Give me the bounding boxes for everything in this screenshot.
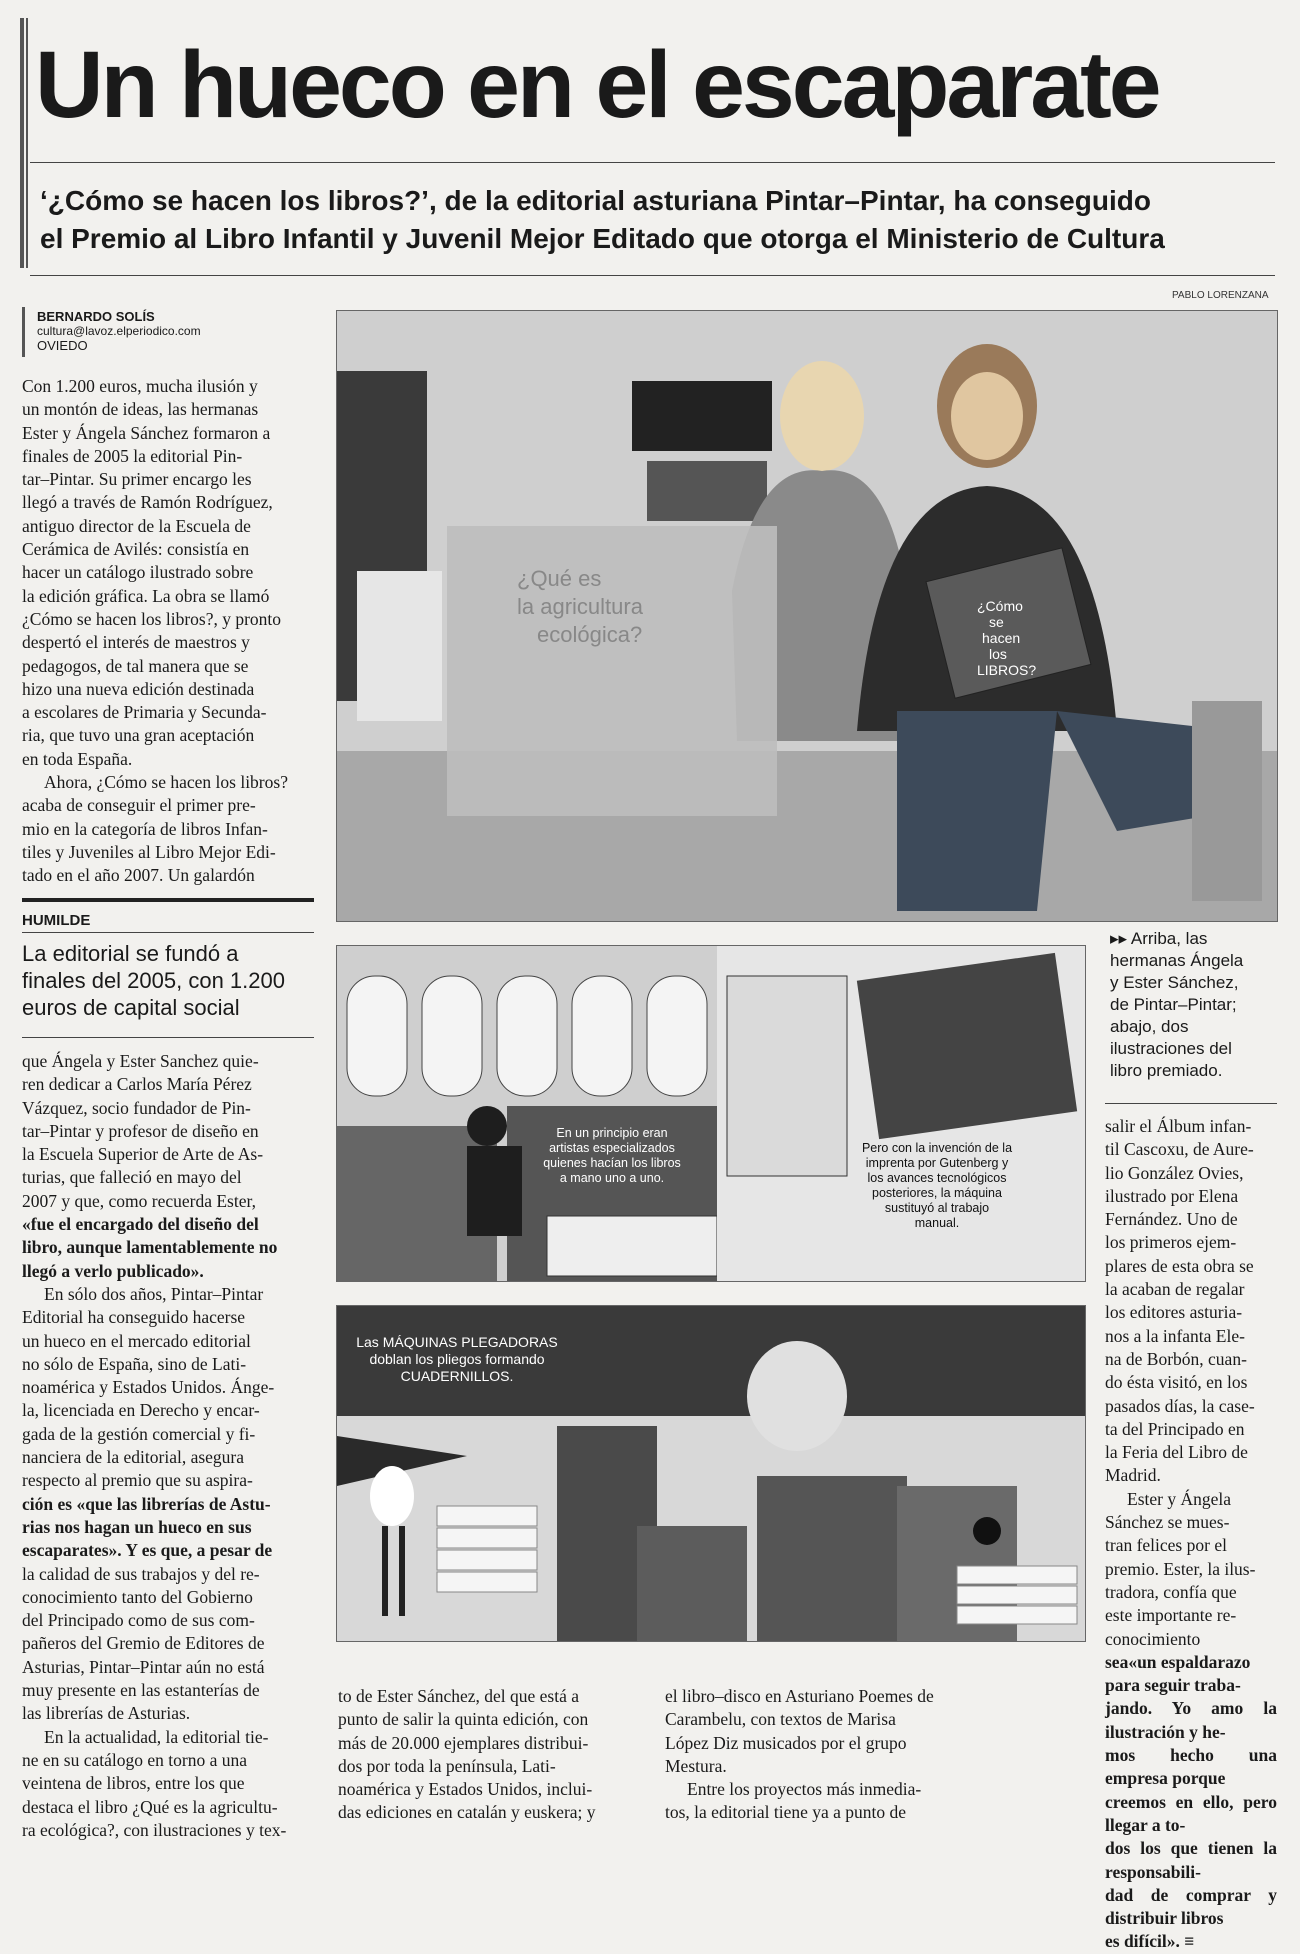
- body-column-1-top: [22, 375, 314, 888]
- pull-quote: [22, 940, 322, 1021]
- body-line: premio. Ester, la ilus-: [1105, 1558, 1256, 1579]
- illustration-2-caption: Las MÁQUINAS PLEGADORAS doblan los pliegos formando CUADERNILLOS.: [356, 1334, 558, 1384]
- body-line: llegó a verlo publicado».: [22, 1260, 204, 1281]
- body-line: na de Borbón, cuan-: [1105, 1348, 1247, 1369]
- book-cover-title: ¿Cómo se hacen los LIBROS?: [977, 598, 1037, 678]
- body-line: pañeros del Gremio de Editores de: [22, 1633, 265, 1654]
- body-line: tar–Pintar y profesor de diseño en: [22, 1120, 259, 1141]
- body-line: ilustrado por Elena: [1105, 1185, 1239, 1206]
- body-line: pasados días, la case-: [1105, 1395, 1255, 1416]
- front-book-title: ¿Qué es la agricultura ecológica?: [517, 566, 643, 647]
- section-label: HUMILDE: [22, 912, 91, 929]
- body-line: libro, aunque lamentablemente no: [22, 1237, 278, 1258]
- illustration-1: [336, 945, 1086, 1282]
- body-column-1-bottom: [22, 1050, 314, 1842]
- section-rule-thin: [22, 932, 314, 933]
- byline: [37, 309, 201, 353]
- byline-email: cultura@lavoz.elperiodico.com: [37, 324, 201, 338]
- body-column-2: [338, 1685, 638, 1825]
- body-line: Mestura.: [665, 1755, 727, 1776]
- body-line: escaparates». Y es que, a pesar de: [22, 1540, 273, 1561]
- photo-credit: PABLO LORENZANA: [1172, 290, 1269, 301]
- body-line: finales de 2005 la editorial Pin-: [22, 445, 243, 466]
- body-line: antiguo director de la Escuela de: [22, 515, 251, 536]
- illustration-2: [336, 1305, 1086, 1642]
- body-line: hizo una nueva edición destinada: [22, 678, 255, 699]
- body-line: Con 1.200 euros, mucha ilusión y: [22, 376, 258, 396]
- subheadline-line-2: el Premio al Libro Infantil y Juvenil Mejor Editado que otorga el Ministerio de Cultura: [40, 223, 1165, 254]
- pull-quote-line: La editorial se fundó a: [22, 941, 239, 966]
- body-line: un montón de ideas, las hermanas: [22, 399, 259, 420]
- body-column-3: [665, 1685, 970, 1825]
- main-photo: [336, 310, 1278, 922]
- caption-rule: [1105, 1103, 1277, 1104]
- body-line: despertó el interés de maestros y: [22, 632, 250, 653]
- body-line: dad de comprar y distribuir libros: [1105, 1884, 1277, 1929]
- body-line: hacer un catálogo ilustrado sobre: [22, 562, 254, 583]
- pull-quote-rule: [22, 1037, 314, 1038]
- body-line: conocimiento: [1105, 1628, 1201, 1649]
- body-line: ta del Principado en: [1105, 1418, 1245, 1439]
- photo-caption: ▸▸ Arriba, las hermanas Ángela y Ester Sánchez, de Pintar–Pintar; abajo, dos ilustraciones del libro premiado.: [1110, 929, 1244, 1080]
- body-line: a escolares de Primaria y Secunda-: [22, 702, 267, 723]
- body-line: 2007 y que, como recuerda Ester,: [22, 1190, 257, 1211]
- body-line: gada de la gestión comercial y fi-: [22, 1423, 256, 1444]
- body-line: Ahora, ¿Cómo se hacen los libros?: [44, 772, 288, 793]
- body-line: Ester y Ángela Sánchez formaron a: [22, 422, 271, 443]
- body-line: ne en su catálogo en torno a una: [22, 1749, 247, 1770]
- body-line: ción es «que las librerías de Astu-: [22, 1493, 271, 1514]
- margin-bar-thin: [26, 18, 28, 268]
- body-line: la Escuela Superior de Arte de As-: [22, 1144, 264, 1165]
- subheadline: [40, 182, 1280, 258]
- body-line: nanciera de la editorial, asegura: [22, 1447, 245, 1468]
- body-line: Sánchez se mues-: [1105, 1512, 1230, 1533]
- body-line: til Cascoxu, de Aure-: [1105, 1139, 1254, 1160]
- body-line: Ester y Ángela: [1127, 1488, 1231, 1509]
- body-line: la, licenciada en Derecho y encar-: [22, 1400, 260, 1421]
- body-line: creemos en ello, pero llegar a to-: [1105, 1791, 1277, 1835]
- body-line: tado en el año 2007. Un galardón: [22, 865, 255, 886]
- main-photo-scene: [337, 311, 1277, 921]
- body-line: nos a la infanta Ele-: [1105, 1325, 1245, 1346]
- body-line: del Principado como de sus com-: [22, 1610, 255, 1631]
- pull-quote-line: euros de capital social: [22, 995, 240, 1020]
- body-line: tos, la editorial tiene ya a punto de: [665, 1802, 907, 1823]
- subheadline-rule: [30, 275, 1275, 276]
- body-line: no sólo de España, sino de Lati-: [22, 1353, 247, 1374]
- body-line: llegó a través de Ramón Rodríguez,: [22, 492, 273, 513]
- byline-bar: [22, 307, 25, 357]
- body-line: este importante re-: [1105, 1605, 1237, 1626]
- illustration-1-caption-right: Pero con la invención de la imprenta por Gutenberg y los avances tecnológicos posteriores, la máquina sustituyó al trabajo manual.: [861, 1141, 1013, 1230]
- body-line: ria, que tuvo una gran aceptación: [22, 725, 255, 746]
- body-line: plares de esta obra se: [1105, 1255, 1254, 1276]
- body-line: veintena de libros, entre los que: [22, 1773, 245, 1794]
- body-line: los editores asturia-: [1105, 1302, 1243, 1323]
- body-line: En la actualidad, la editorial tie-: [44, 1726, 269, 1747]
- body-line: que Ángela y Ester Sanchez quie-: [22, 1051, 259, 1071]
- body-line: punto de salir la quinta edición, con: [338, 1709, 589, 1730]
- body-line: do ésta visitó, en los: [1105, 1372, 1248, 1393]
- body-line: tar–Pintar. Su primer encargo les: [22, 469, 252, 490]
- body-line: das ediciones en catalán y euskera; y: [338, 1802, 596, 1823]
- caption-marker: ▸▸: [1110, 929, 1128, 948]
- body-line: ¿Cómo se hacen los libros?, y pronto: [22, 608, 282, 629]
- body-line: Madrid.: [1105, 1465, 1161, 1486]
- body-line: noamérica y Estados Unidos, inclui-: [338, 1779, 593, 1800]
- body-line: la edición gráfica. La obra se llamó: [22, 585, 270, 606]
- body-line: un hueco en el mercado editorial: [22, 1330, 251, 1351]
- body-line: acaba de conseguir el primer pre-: [22, 795, 256, 816]
- body-line: mos hecho una empresa porque: [1105, 1745, 1277, 1789]
- body-line: sea«un espaldarazo: [1105, 1651, 1251, 1672]
- body-line: ren dedicar a Carlos María Pérez: [22, 1074, 252, 1095]
- body-line: más de 20.000 ejemplares distribui-: [338, 1732, 589, 1753]
- body-line: las librerías de Asturias.: [22, 1703, 191, 1724]
- body-line: la calidad de sus trabajos y del re-: [22, 1563, 260, 1584]
- body-line: jando. Yo amo la ilustración y he-: [1105, 1698, 1277, 1742]
- body-line: Vázquez, socio fundador de Pin-: [22, 1097, 251, 1118]
- byline-location: OVIEDO: [37, 338, 88, 353]
- body-line: para seguir traba-: [1105, 1675, 1241, 1696]
- body-line: es difícil». ≡: [1105, 1931, 1195, 1952]
- body-line: la Feria del Libro de: [1105, 1442, 1248, 1463]
- body-line: los primeros ejem-: [1105, 1232, 1237, 1253]
- body-line: muy presente en las estanterías de: [22, 1680, 260, 1701]
- body-line: el libro–disco en Asturiano Poemes de: [665, 1686, 934, 1706]
- section-rule: [22, 898, 314, 902]
- body-line: tradora, confía que: [1105, 1581, 1237, 1602]
- margin-bar: [20, 18, 24, 268]
- illustration-1-caption-left: En un principio eran artistas especializados quienes hacían los libros a mano uno a uno.: [543, 1126, 681, 1185]
- body-line: Carambelu, con textos de Marisa: [665, 1709, 896, 1730]
- subheadline-line-1: ‘¿Cómo se hacen los libros?’, de la editorial asturiana Pintar–Pintar, ha conseguido: [40, 185, 1151, 216]
- body-column-4: [1105, 1115, 1277, 1954]
- body-line: tiles y Juveniles al Libro Mejor Edi-: [22, 841, 276, 862]
- body-line: dos por toda la península, Lati-: [338, 1755, 556, 1776]
- pull-quote-line: finales del 2005, con 1.200: [22, 968, 285, 993]
- body-line: mio en la categoría de libros Infan-: [22, 818, 268, 839]
- body-line: rias nos hagan un hueco en sus: [22, 1516, 252, 1537]
- body-line: ra ecológica?, con ilustraciones y tex-: [22, 1819, 287, 1840]
- byline-author: BERNARDO SOLÍS: [37, 309, 155, 324]
- body-line: pedagogos, de tal manera que se: [22, 655, 249, 676]
- body-line: salir el Álbum infan-: [1105, 1116, 1252, 1136]
- body-line: turias, que falleció en mayo del: [22, 1167, 242, 1188]
- body-line: conocimiento tanto del Gobierno: [22, 1586, 253, 1607]
- body-line: respecto al premio que su aspira-: [22, 1470, 253, 1491]
- headline: Un hueco en el escaparate: [35, 32, 1159, 138]
- body-line: «fue el encargado del diseño del: [22, 1214, 259, 1235]
- body-line: la acaban de regalar: [1105, 1279, 1245, 1300]
- body-line: en toda España.: [22, 748, 133, 769]
- body-line: dos los que tienen la responsabili-: [1105, 1838, 1277, 1882]
- body-line: lio González Ovies,: [1105, 1162, 1244, 1183]
- body-line: En sólo dos años, Pintar–Pintar: [44, 1283, 264, 1304]
- body-line: Cerámica de Avilés: consistía en: [22, 539, 250, 560]
- body-line: López Diz musicados por el grupo: [665, 1732, 907, 1753]
- headline-rule: [30, 162, 1275, 163]
- body-line: Asturias, Pintar–Pintar aún no está: [22, 1656, 265, 1677]
- body-line: Entre los proyectos más inmedia-: [687, 1779, 922, 1800]
- body-line: to de Ester Sánchez, del que está a: [338, 1686, 580, 1706]
- body-line: Editorial ha conseguido hacerse: [22, 1307, 246, 1328]
- body-line: tran felices por el: [1105, 1535, 1227, 1556]
- body-line: Fernández. Uno de: [1105, 1209, 1238, 1230]
- body-line: noamérica y Estados Unidos. Ánge-: [22, 1377, 275, 1398]
- body-line: destaca el libro ¿Qué es la agricultu-: [22, 1796, 278, 1817]
